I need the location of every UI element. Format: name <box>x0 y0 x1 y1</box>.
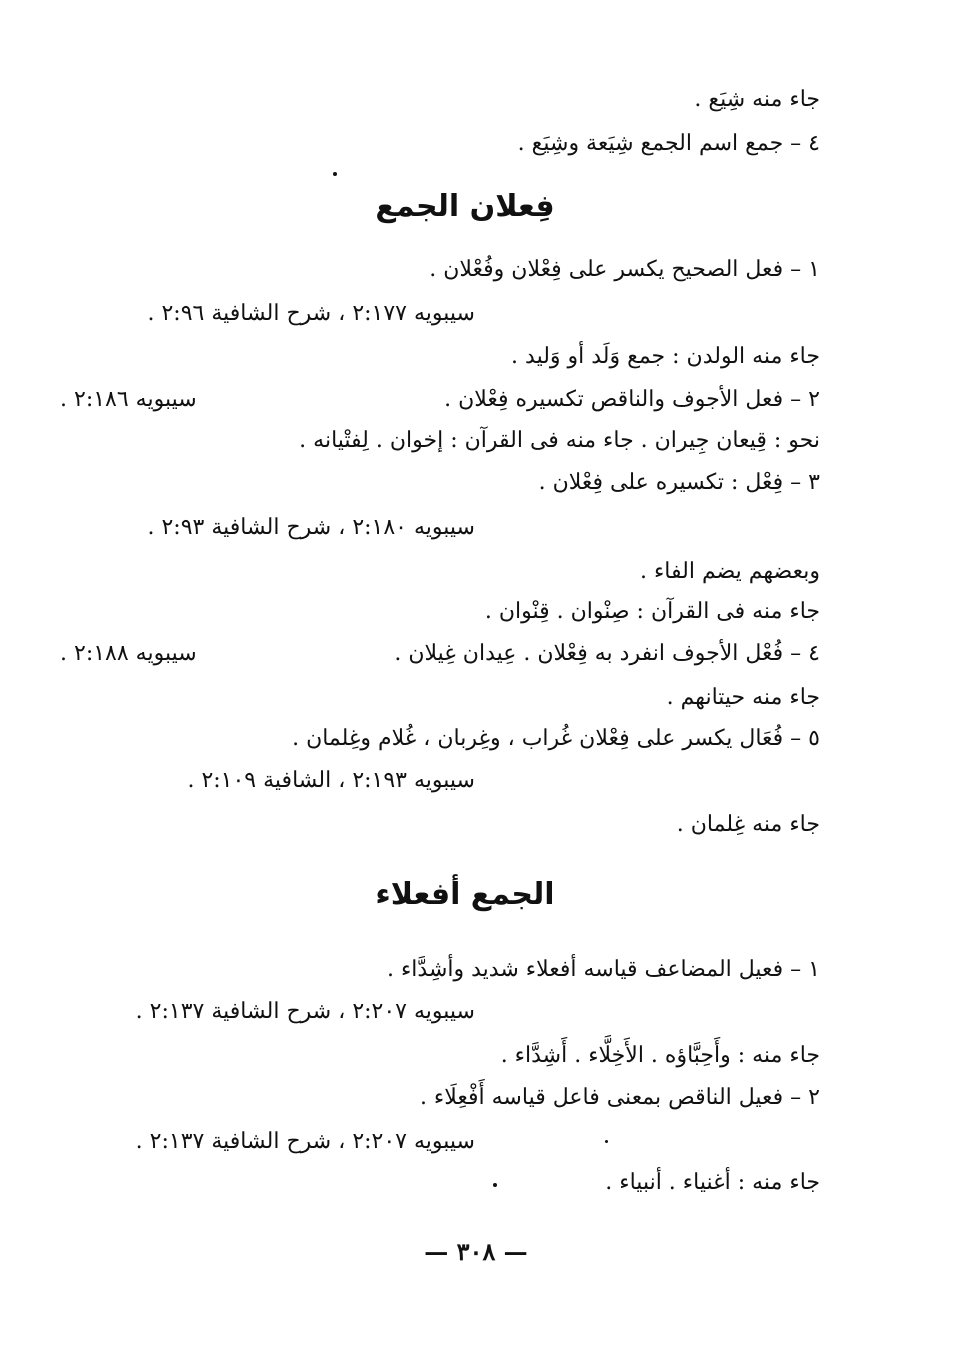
line-2 <box>60 124 820 164</box>
reference-line: سيبويه ٢:١٨٠ ، شرح الشافية ٢:٩٣ . <box>147 515 475 540</box>
reference-line: سيبويه ٢:٢٠٧ ، شرح الشافية ٢:١٣٧ . <box>135 999 475 1024</box>
text: ٢ – فعيل الناقص بمعنى فاعل قياسه أَفْعِلَاء . <box>419 1085 820 1110</box>
line-10 <box>60 552 820 592</box>
line-19 <box>60 1036 820 1076</box>
line-5 <box>60 337 820 377</box>
text: جاء منه فى القرآن : صِنْوان . قِنْوان . <box>484 599 820 624</box>
line-20 <box>60 1078 820 1118</box>
speck <box>493 1183 497 1187</box>
text: نحو : قِيعان جِيران . جاء منه فى القرآن : إخوان . لِفتْيانه . <box>299 428 820 453</box>
line-3 <box>60 250 820 290</box>
text: ١ – فعل الصحيح يكسر على فِعْلان وفُعْلان . <box>429 257 820 282</box>
text: جاء منه : وأَحِبَّاؤه . الأَخِلَّاء . أَشِدَّاء . <box>500 1043 820 1068</box>
text: جاء منه حيتانهم . <box>666 685 820 710</box>
text: ٥ – فُعَال يكسر على فِعْلان غُراب ، وغِربان ، غُلام وغِلمان . <box>292 726 820 751</box>
section-heading-af3ilaa: الجمع أفعلاء <box>375 877 555 912</box>
line-7 <box>60 421 820 461</box>
text: ٣ – فِعْل : تكسيره على فِعْلان . <box>538 470 820 495</box>
text: ٤ – جمع اسم الجمع شِيَعة وشِيَع . <box>517 131 820 156</box>
line-11 <box>60 592 820 632</box>
section-heading-fi3lan: فِعلان الجمع <box>375 189 555 224</box>
text: جاء منه الولدن : جمع وَلَد أو وَليد . <box>511 344 820 369</box>
line-8 <box>60 463 820 503</box>
line-22 <box>60 1163 820 1203</box>
text: وبعضهم يضم الفاء . <box>639 559 820 584</box>
text: ٤ – فُعْل الأجوف انفرد به فِعْلان . عِيدان غِيلان . <box>394 641 820 666</box>
line-6 <box>60 380 820 420</box>
reference: سيبويه ٢:١٨٨ . <box>60 641 197 666</box>
line-13 <box>60 678 820 718</box>
page-number: — ٣٠٨ — <box>424 1237 528 1266</box>
line-1 <box>60 80 820 120</box>
line-16 <box>60 805 820 845</box>
line-17 <box>60 950 820 990</box>
line-12 <box>60 634 820 674</box>
speck <box>605 1140 608 1143</box>
text: ٢ – فعل الأجوف والناقص تكسيره فِعْلان . <box>444 387 820 412</box>
text: ١ – فعيل المضاعف قياسه أفعلاء شديد وأشِدَّاء . <box>386 957 820 982</box>
reference-line: سيبويه ٢:١٧٧ ، شرح الشافية ٢:٩٦ . <box>147 301 475 326</box>
text: جاء منه شِيَع . <box>694 87 820 112</box>
reference: سيبويه ٢:١٨٦ . <box>60 387 197 412</box>
line-14 <box>60 719 820 759</box>
reference-line: سيبويه ٢:١٩٣ ، الشافية ٢:١٠٩ . <box>187 768 475 793</box>
speck <box>333 172 337 176</box>
text: جاء منه : أغنياء . أنبياء . <box>605 1170 820 1195</box>
text: جاء منه غِلمان . <box>676 812 820 837</box>
reference-line: سيبويه ٢:٢٠٧ ، شرح الشافية ٢:١٣٧ . <box>135 1129 475 1154</box>
